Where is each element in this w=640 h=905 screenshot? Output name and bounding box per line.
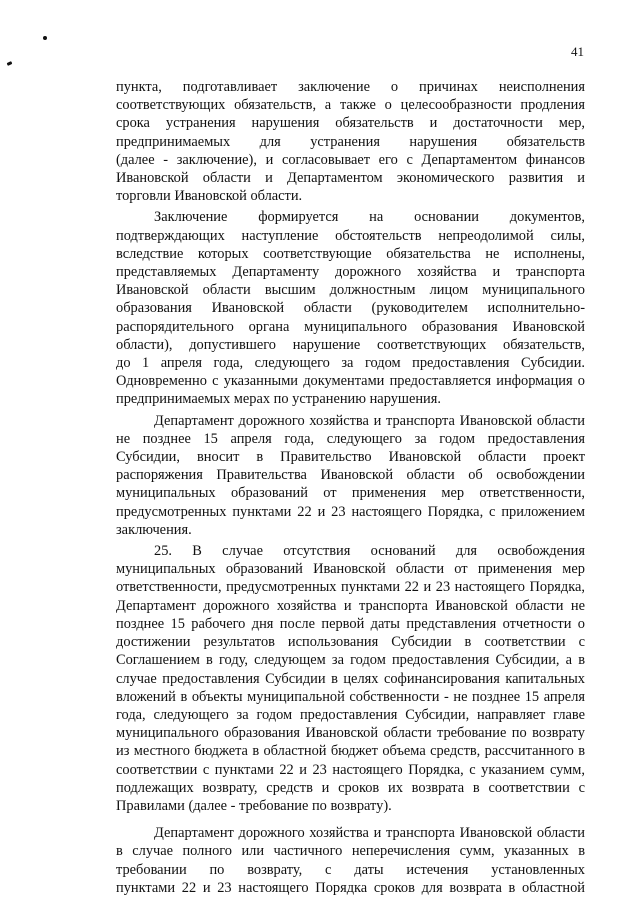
text-line: в случае полного или частичного неперечисления сумм, указанных в	[116, 843, 585, 860]
text-line: соответствии с пунктами 22 и 23 настоящего Порядка, с указанием сумм,	[116, 761, 585, 778]
text-line: пунктами 22 и 23 настоящего Порядка сроков для возврата в областной	[116, 879, 585, 896]
text-line: образования Ивановской области (руководителем исполнительно-	[116, 300, 585, 317]
text-line: предпринимаемых для устранения нарушения обязательств	[116, 133, 585, 150]
text-line: позднее 15 рабочего дня после первой даты представления отчетности о	[116, 615, 585, 632]
text-line: торговли Ивановской области.	[116, 188, 303, 205]
scan-speck	[7, 61, 13, 66]
text-line: Ивановской области и Департаментом экономического развития и	[116, 170, 585, 187]
text-line: вложений в объекты муниципальной собственности - не позднее 15 апреля	[116, 688, 585, 705]
text-line: Департамент дорожного хозяйства и транспорта Ивановской области	[154, 412, 585, 429]
text-line: года, следующего за годом предоставления Субсидии, направляет главе	[116, 706, 585, 723]
text-line: распоряжения Правительства Ивановской области об освобождении	[116, 467, 585, 484]
page-number: 41	[571, 44, 584, 59]
text-line: (далее - заключение), и согласовывает его с Департаментом финансов	[116, 151, 585, 168]
text-line: до 1 апреля года, следующего за годом предоставления Субсидии.	[116, 355, 585, 372]
text-line: Одновременно с указанными документами предоставляется информация о	[116, 373, 585, 390]
text-line: соответствующих обязательств, а также о целесообразности продления	[116, 97, 585, 114]
text-line: пункта, подготавливает заключение о причинах неисполнения	[116, 79, 585, 95]
text-line: требовании по возврату, с даты истечения установленных	[116, 861, 585, 878]
text-line: Субсидии, вносит в Правительство Ивановской области проект	[116, 449, 585, 466]
text-line: вследствие которых соответствующие обязательства не исполнены,	[116, 245, 585, 262]
text-line: достижении результатов использования Субсидии в соответствии с	[116, 634, 585, 651]
text-line: заключения.	[116, 521, 192, 538]
text-line: предусмотренных пунктами 22 и 23 настоящего Порядка, с приложением	[116, 503, 585, 520]
text-line: случае предоставления Субсидии в целях софинансирования капитальных	[116, 670, 585, 687]
text-line: области), допустившего нарушение соответствующих обязательств,	[116, 336, 585, 353]
text-line: подлежащих возврату, средств и сроков их возврата в соответствии с	[116, 779, 585, 796]
scan-speck	[43, 36, 47, 40]
text-line: ответственности, предусмотренных пунктами 22 и 23 настоящего Порядка,	[116, 579, 585, 596]
text-line: муниципальных образований Ивановской области от применения мер	[116, 561, 585, 578]
paragraph	[116, 208, 585, 408]
text-line: Правилами (далее - требование по возврату).	[116, 797, 392, 814]
text-line: Департамент дорожного хозяйства и транспорта Ивановской области	[154, 825, 585, 842]
text-line: 25. В случае отсутствия оснований для освобождения	[154, 543, 585, 560]
text-line: муниципального образования Ивановской области требование по возврату	[116, 725, 585, 742]
paragraph	[116, 824, 585, 897]
text-line: срока устранения нарушения обязательств и достаточности мер,	[116, 115, 585, 132]
text-line: Соглашением в году, следующем за годом предоставления Субсидии, а в	[116, 652, 585, 669]
document-body	[116, 78, 585, 897]
text-line: Ивановской области высшим должностным лицом муниципального	[116, 282, 585, 299]
text-line: из местного бюджета в областной бюджет объема средств, рассчитанного в	[116, 743, 585, 760]
text-line: подтверждающих наступление обстоятельств непреодолимой силы,	[116, 227, 585, 244]
text-line: не позднее 15 апреля года, следующего за годом предоставления	[116, 430, 585, 447]
text-line: Заключение формируется на основании документов,	[154, 209, 585, 226]
text-line: распорядительного органа муниципального образования Ивановской	[116, 318, 585, 335]
text-line: предпринимаемых мерах по устранению нарушения.	[116, 391, 441, 408]
text-line: представляемых Департаменту дорожного хозяйства и транспорта	[116, 264, 585, 281]
text-line: муниципальных образований от применения мер ответственности,	[116, 485, 585, 502]
paragraph	[116, 78, 585, 205]
paragraph	[116, 412, 585, 539]
text-line: Департамент дорожного хозяйства и транспорта Ивановской области не	[116, 597, 585, 614]
paragraph	[116, 542, 585, 815]
